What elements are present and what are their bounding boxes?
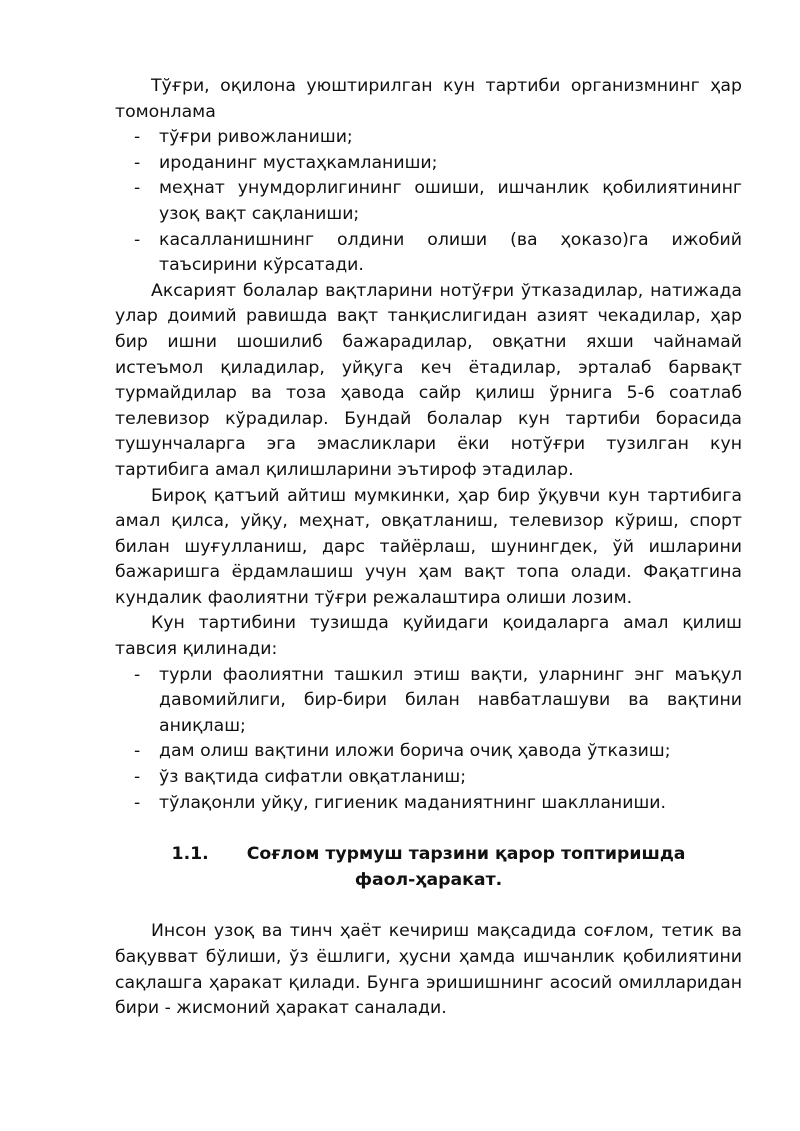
list-item	[115, 151, 742, 177]
body-paragraph: Аксарият болалар вақтларини нотўғри ўтказадилар, натижада улар доимий равишда вақт танқислигидан азият чекадилар, ҳар бир ишни шошилиб бажарадилар, овқатни яхши чайнамай истеъмол қиладилар, уйқуга кеч ётадилар, эрталаб барвақт турмайдилар ва тоза ҳавода сайр қилиш ўрнига 5-6 соатлаб телевизор кўрадилар. Бундай болалар кун тартиби борасида тушунчаларга эга эмасликлари ёки нотўғри тузилган кун тартибига амал қилишларини эътироф этадилар.	[115, 280, 742, 480]
list-item	[115, 791, 742, 817]
rules-intro-paragraph: Кун тартибини тузишда қуйидаги қоидаларга амал қилиш тавсия қилинади:	[115, 613, 742, 660]
rules-list	[115, 663, 742, 817]
body-paragraph: Бироқ қатъий айтиш мумкинки, ҳар бир ўқувчи кун тартибига амал қилса, уйқу, меҳнат, овқатланиш, телевизор кўриш, спорт билан шуғулланиш, дарс тайёрлаш, шунингдек, ўй ишларини бажаришга ёрдамлашиш учун ҳам вақт топа олади. Фақатгина кундалик фаолиятни тўғри режалаштира олиши лозим.	[115, 485, 742, 608]
list-item	[115, 125, 742, 151]
list-item	[115, 176, 742, 227]
list-item-text: турли фаолиятни ташкил этиш вақти, уларнинг энг маъқул давомийлиги, бир-бири билан навбатлашуви ва вақтини аниқлаш;	[159, 664, 742, 736]
divider	[115, 893, 742, 919]
list-item-text: ўз вақтида сифатли овқатланиш;	[159, 767, 467, 788]
section-number: 1.1.	[171, 844, 209, 865]
list-dash: -	[134, 229, 141, 250]
list-item-text: ироданинг мустаҳкамланиши;	[159, 152, 438, 173]
list-item	[115, 663, 742, 740]
intro-paragraph: Тўғри, оқилона уюштирилган кун тартиби организмнинг ҳар томонлама	[115, 76, 742, 122]
list-dash: -	[134, 741, 141, 762]
list-dash: -	[134, 792, 141, 813]
section-heading	[115, 842, 742, 893]
list-item-text: тўғри ривожланиши;	[159, 127, 353, 148]
benefits-list	[115, 125, 742, 279]
list-dash: -	[134, 152, 141, 173]
body-paragraph: Инсон узоқ ва тинч ҳаёт кечириш мақсадида соғлом, тетик ва бақувват бўлиши, ўз ёшлиги, ҳусни ҳамда ишчанлик қобилиятини сақлашга ҳаракат қилади. Бунга эришишнинг асосий омилларидан бири - жисмоний ҳаракат саналади.	[115, 921, 742, 1019]
list-item	[115, 739, 742, 765]
list-dash: -	[134, 127, 141, 148]
list-item-text: меҳнат унумдорлигининг ошиши, ишчанлик қобилиятининг узоқ вақт сақланиши;	[159, 178, 742, 224]
section-title: Соғлом турмуш тарзини қарор топтиришда фаол-ҳаракат.	[246, 844, 686, 890]
list-item-text: касалланишнинг олдини олиши (ва ҳоказо)га ижобий таъсирини кўрсатади.	[159, 229, 742, 276]
list-dash: -	[134, 664, 141, 685]
list-dash: -	[134, 178, 141, 199]
list-item-text: тўлақонли уйқу, гигиеник маданиятнинг шаклланиши.	[159, 792, 666, 813]
list-dash: -	[134, 767, 141, 788]
document-page	[115, 74, 742, 1022]
list-item-text: дам олиш вақтини иложи борича очиқ ҳавода ўтказиш;	[159, 741, 671, 762]
list-item	[115, 765, 742, 791]
list-item	[115, 228, 742, 279]
